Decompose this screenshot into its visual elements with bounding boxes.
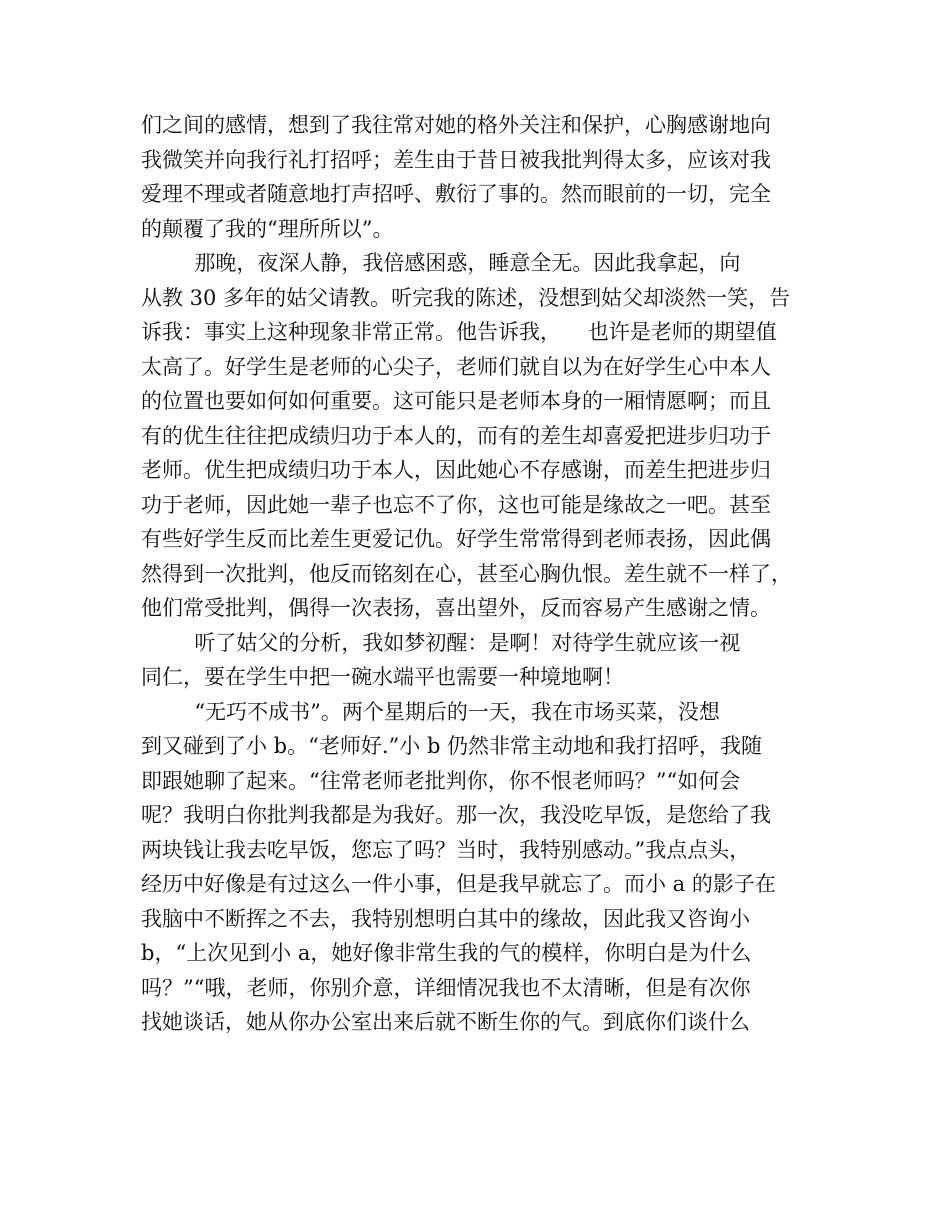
body-text: [141, 108, 821, 1040]
text-line: 们之间的感情，想到了我往常对她的格外关注和保护，心胸感谢地向: [141, 113, 771, 137]
text-line: 老师。优生把成绩归功于本人，因此她心不存感谢，而差生把进步归: [141, 458, 771, 482]
text-line: 的颠覆了我的“理所所以”。: [141, 216, 394, 241]
text-line: 太高了。好学生是老师的心尖子，老师们就自以为在好学生心中本人: [141, 354, 771, 379]
text-line: 经历中好像是有过这么一件小事，但是我早就忘了。而小 a 的影子在: [141, 872, 776, 896]
text-line: 吗？”“哦，老师，你别介意，详细情况我也不太清晰，但是有次你: [141, 975, 751, 1000]
text-line: 爱理不理或者随意地打声招呼、敷衍了事的。然而眼前的一切，完全: [141, 182, 771, 206]
text-line: 功于老师，因此她一辈子也忘不了你，这也可能是缘故之一吧。甚至: [141, 492, 771, 517]
paragraph-start-line: 听了姑父的分析，我如梦初醒：是啊！对待学生就应该一视: [141, 630, 741, 655]
text-line: 的位置也要如何如何重要。这可能只是老师本身的一厢情愿啊；而且: [141, 389, 771, 413]
text-line: 同仁，要在学生中把一碗水端平也需要一种境地啊！: [141, 665, 624, 689]
text-line: 即跟她聊了起来。“往常老师老批判你，你不恨老师吗？”“如何会: [141, 768, 741, 793]
text-line: 然得到一次批判，他反而铭刻在心，甚至心胸仇恨。差生就不一样了，: [141, 561, 792, 586]
text-line: 从教 30 多年的姑父请教。听完我的陈述，没想到姑父却淡然一笑，告: [141, 285, 791, 310]
paragraph-start-line: “无巧不成书”。两个星期后的一天，我在市场买菜，没想: [141, 699, 720, 724]
paragraph-start-line: 那晚，夜深人静，我倍感困惑，睡意全无。因此我拿起，向: [141, 251, 741, 275]
text-line: b，“上次见到小 a，她好像非常生我的气的模样，你明白是为什么: [141, 941, 752, 965]
text-line: 他们常受批判，偶得一次表扬，喜出望外，反而容易产生感谢之情。: [141, 596, 771, 620]
text-line: 有些好学生反而比差生更爱记仇。好学生常常得到老师表扬，因此偶: [141, 527, 771, 551]
text-line: 找她谈话，她从你办公室出来后就不断生你的气。到底你们谈什么: [141, 1010, 750, 1034]
text-line: 呢？我明白你批判我都是为我好。那一次，我没吃早饭，是您给了我: [141, 803, 771, 827]
text-line: 两块钱让我去吃早饭，您忘了吗？当时，我特别感动。”我点点头，: [141, 837, 751, 862]
text-line: 到又碰到了小 b。“老师好.”小 b 仍然非常主动地和我打招呼，我随: [141, 734, 763, 758]
text-line: 诉我：事实上这种现象非常正常。他告诉我， 也许是老师的期望值: [141, 320, 777, 344]
text-line: 有的优生往往把成绩归功于本人的，而有的差生却喜爱把进步归功于: [141, 423, 771, 448]
text-line: 我脑中不断挥之不去，我特别想明白其中的缘故，因此我又咨询小: [141, 906, 750, 931]
text-line: 我微笑并向我行礼打招呼；差生由于昔日被我批判得太多，应该对我: [141, 147, 771, 172]
